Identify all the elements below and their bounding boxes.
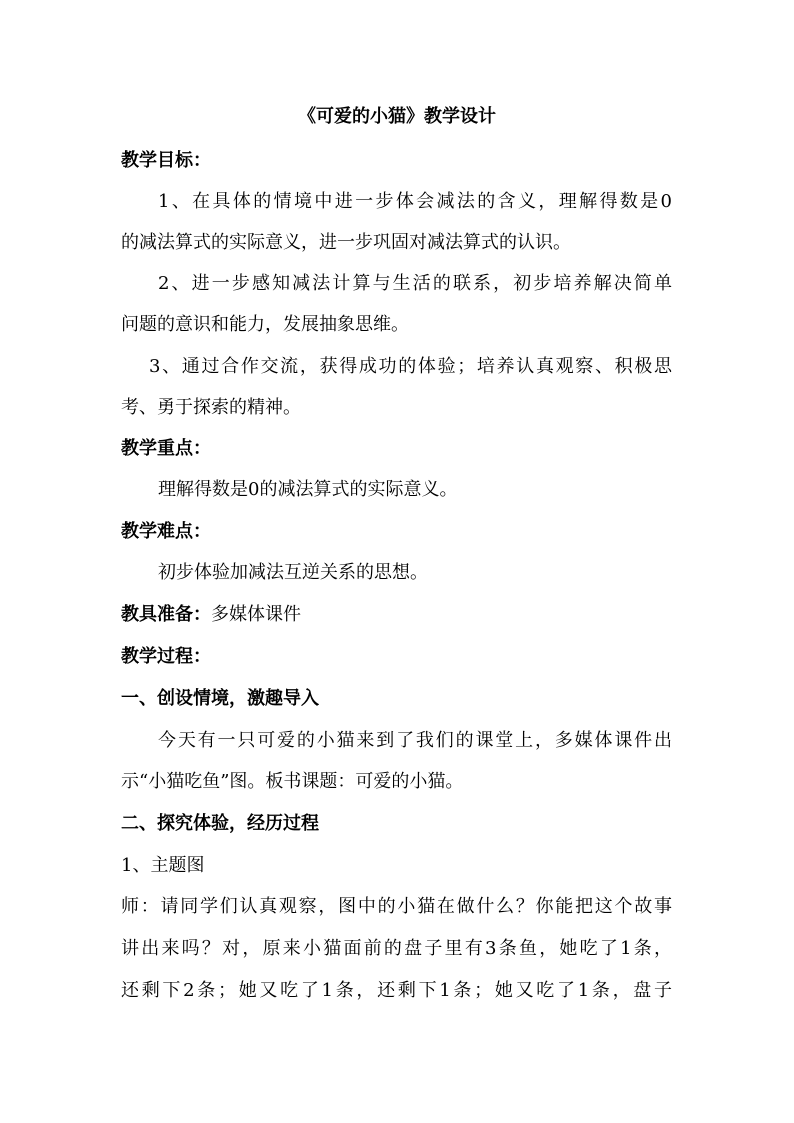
section-1-line-2: 示“小猫吃鱼”图。板书课题：可爱的小猫。 (121, 771, 464, 792)
difficulty-heading: 教学难点： (121, 521, 211, 542)
goal-3-line-1: 3、通过合作交流，获得成功的体验；培养认真观察、积极思 (149, 356, 672, 377)
tools-text: 多媒体课件 (211, 604, 301, 625)
teacher-line-2: 讲出来吗？对，原来小猫面前的盘子里有3条鱼，她吃了1条， (121, 938, 672, 959)
teacher-line-3: 还剩下2条；她又吃了1条，还剩下1条；她又吃了1条，盘子 (121, 980, 672, 1001)
difficulty-text: 初步体验加减法互逆关系的思想。 (158, 562, 428, 583)
document-title: 《可爱的小猫》教学设计 (298, 106, 496, 127)
goal-3-line-2: 考、勇于探索的精神。 (121, 397, 301, 418)
key-point-text: 理解得数是0的减法算式的实际意义。 (158, 479, 458, 500)
section-1-heading: 一、创设情境，激趣导入 (121, 688, 319, 709)
subsection-1-heading: 1、主题图 (121, 855, 205, 876)
section-1-line-1: 今天有一只可爱的小猫来到了我们的课堂上，多媒体课件出 (158, 730, 672, 751)
goal-2-line-2: 问题的意识和能力，发展抽象思维。 (121, 314, 409, 335)
tools-line (121, 603, 301, 627)
process-heading: 教学过程： (121, 646, 211, 667)
goal-2-line-1: 2、进一步感知减法计算与生活的联系，初步培养解决简单 (158, 273, 672, 294)
tools-heading: 教具准备： (121, 604, 211, 625)
goal-1-line-1: 1、在具体的情境中进一步体会减法的含义，理解得数是0 (158, 191, 672, 212)
goal-1-line-2: 的减法算式的实际意义，进一步巩固对减法算式的认识。 (121, 232, 571, 253)
goals-heading: 教学目标： (121, 150, 211, 171)
teacher-line-1: 师：请同学们认真观察，图中的小猫在做什么？你能把这个故事 (121, 896, 672, 917)
key-point-heading: 教学重点： (121, 438, 211, 459)
section-2-heading: 二、探究体验，经历过程 (121, 813, 319, 834)
